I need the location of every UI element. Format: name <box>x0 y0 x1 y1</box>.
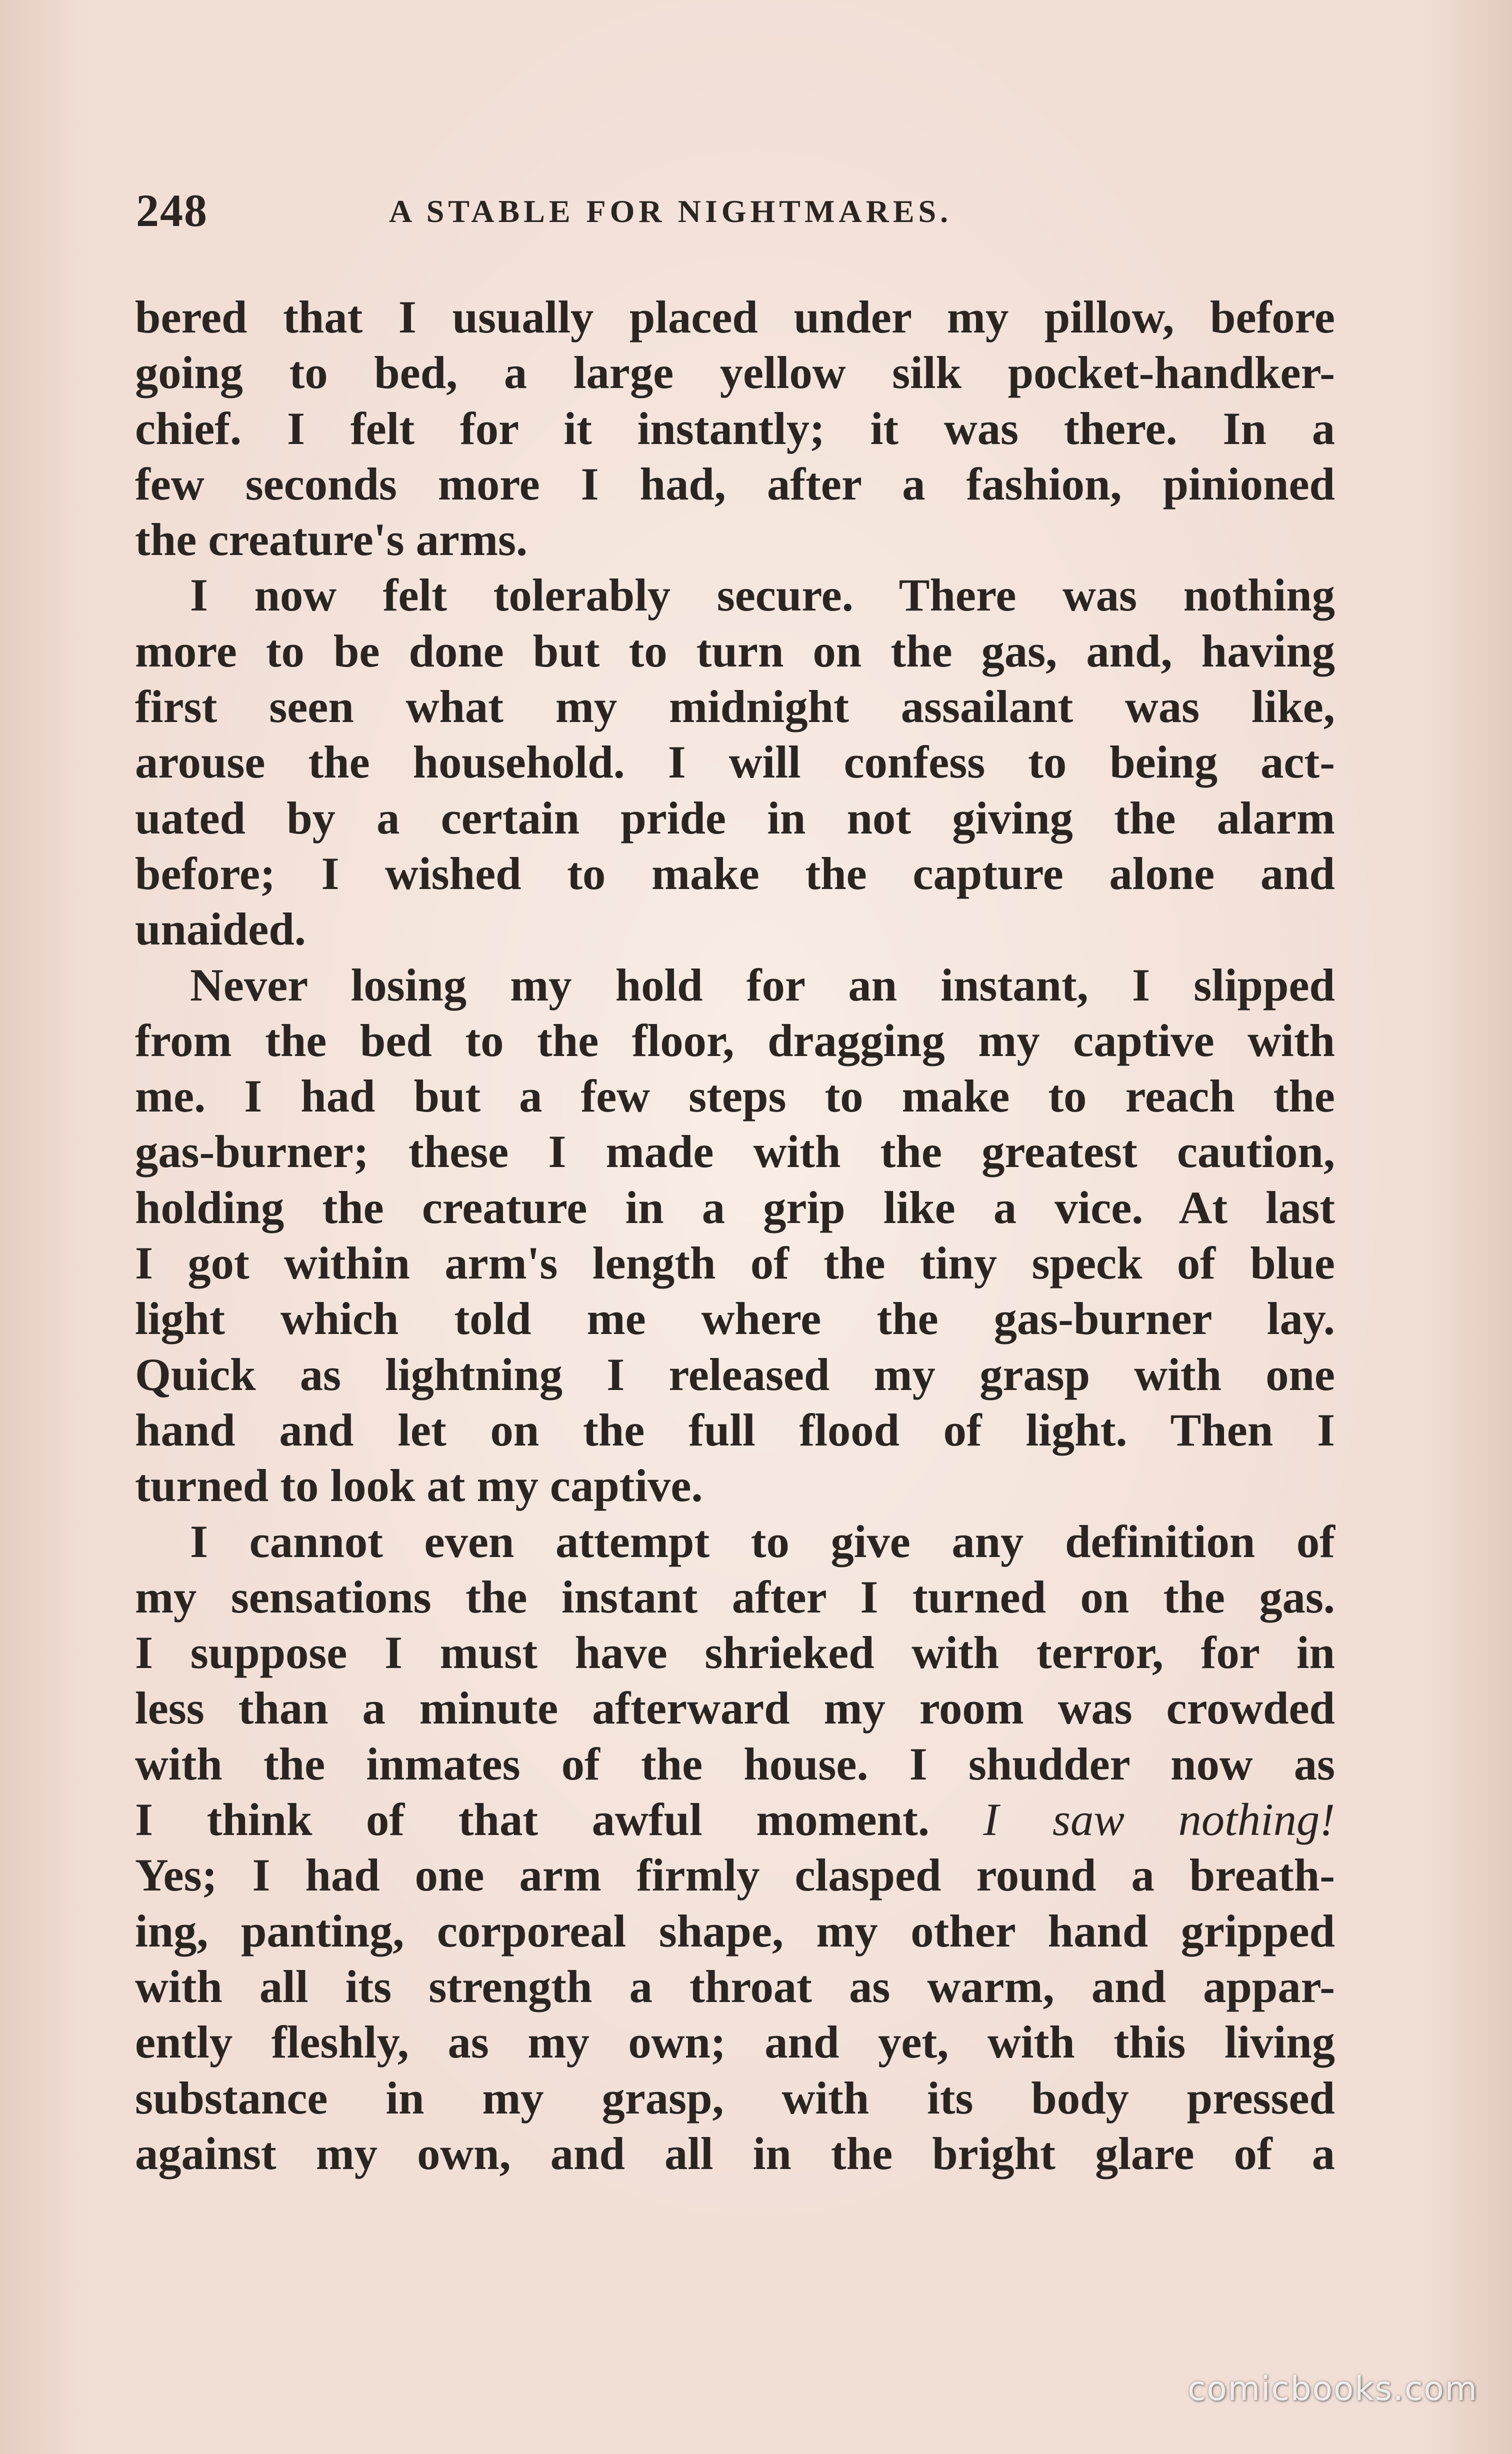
text-line: me. I had but a few steps to make to reach the <box>135 1071 1335 1122</box>
site-watermark: comicbooks.com <box>1188 2370 1478 2408</box>
text-line: I got within arm's length of the tiny speck of blue <box>135 1238 1335 1290</box>
text-line: less than a minute afterward my room was crowded <box>135 1683 1335 1734</box>
text-line: few seconds more I had, after a fashion, pinioned <box>135 458 1335 510</box>
text-line: light which told me where the gas-burner lay. <box>135 1294 1335 1345</box>
text-line: Never losing my hold for an instant, I slipped <box>190 960 1335 1011</box>
text-line: uated by a certain pride in not giving the alarm <box>135 792 1335 844</box>
text-line: substance in my grasp, with its body pressed <box>135 2072 1335 2124</box>
text-line: gas-burner; these I made with the greatest caution, <box>135 1126 1335 1178</box>
text-line: Yes; I had one arm firmly clasped round a breath- <box>135 1850 1335 1902</box>
text-line-with-italic <box>135 1792 1335 1848</box>
text-line: arouse the household. I will confess to being act- <box>135 737 1335 788</box>
text-line: hand and let on the full flood of light. Then I <box>135 1404 1335 1456</box>
running-head: A STABLE FOR NIGHTMARES. <box>389 194 952 229</box>
page-number: 248 <box>136 185 208 236</box>
text-line: going to bed, a large yellow silk pocket-handker- <box>135 348 1335 399</box>
text-line: the creature's arms. <box>135 514 528 566</box>
text-line: I now felt tolerably secure. There was nothing <box>190 570 1335 622</box>
text-line: I cannot even attempt to give any definition of <box>190 1516 1335 1568</box>
text-line: turned to look at my captive. <box>135 1460 703 1512</box>
paragraph-2 <box>135 568 1335 958</box>
text-line: first seen what my midnight assailant was like, <box>135 682 1335 733</box>
text-line: unaided. <box>135 904 306 956</box>
text-line: chief. I felt for it instantly; it was there. In a <box>135 403 1335 454</box>
text-line: before; I wished to make the capture alone and <box>135 848 1335 900</box>
text-line: my sensations the instant after I turned on the gas. <box>135 1572 1335 1623</box>
text-line: against my own, and all in the bright glare of a <box>135 2128 1335 2180</box>
text-line: from the bed to the floor, dragging my captive with <box>135 1015 1335 1066</box>
paragraph-1 <box>135 290 1335 568</box>
text-segment: I think of that awful moment. <box>135 1794 930 1846</box>
text-line: with the inmates of the house. I shudder now as <box>135 1738 1335 1790</box>
paragraph-3 <box>135 958 1335 1514</box>
page-header <box>136 184 1336 244</box>
text-line: with all its strength a throat as warm, and appar- <box>135 1961 1335 2012</box>
paragraph-4 <box>135 1514 1335 2182</box>
text-line: ing, panting, corporeal shape, my other hand gripped <box>135 1906 1335 1957</box>
italic-phrase: I saw nothing! <box>983 1794 1336 1846</box>
text-line: I suppose I must have shrieked with terror, for in <box>135 1628 1335 1679</box>
text-line: bered that I usually placed under my pillow, before <box>135 292 1335 343</box>
text-line: ently fleshly, as my own; and yet, with this living <box>135 2017 1335 2068</box>
text-line: Quick as lightning I released my grasp with one <box>135 1349 1335 1400</box>
text-line: more to be done but to turn on the gas, and, having <box>135 626 1335 677</box>
body-text <box>135 290 1335 2182</box>
text-line: holding the creature in a grip like a vice. At last <box>135 1182 1335 1234</box>
